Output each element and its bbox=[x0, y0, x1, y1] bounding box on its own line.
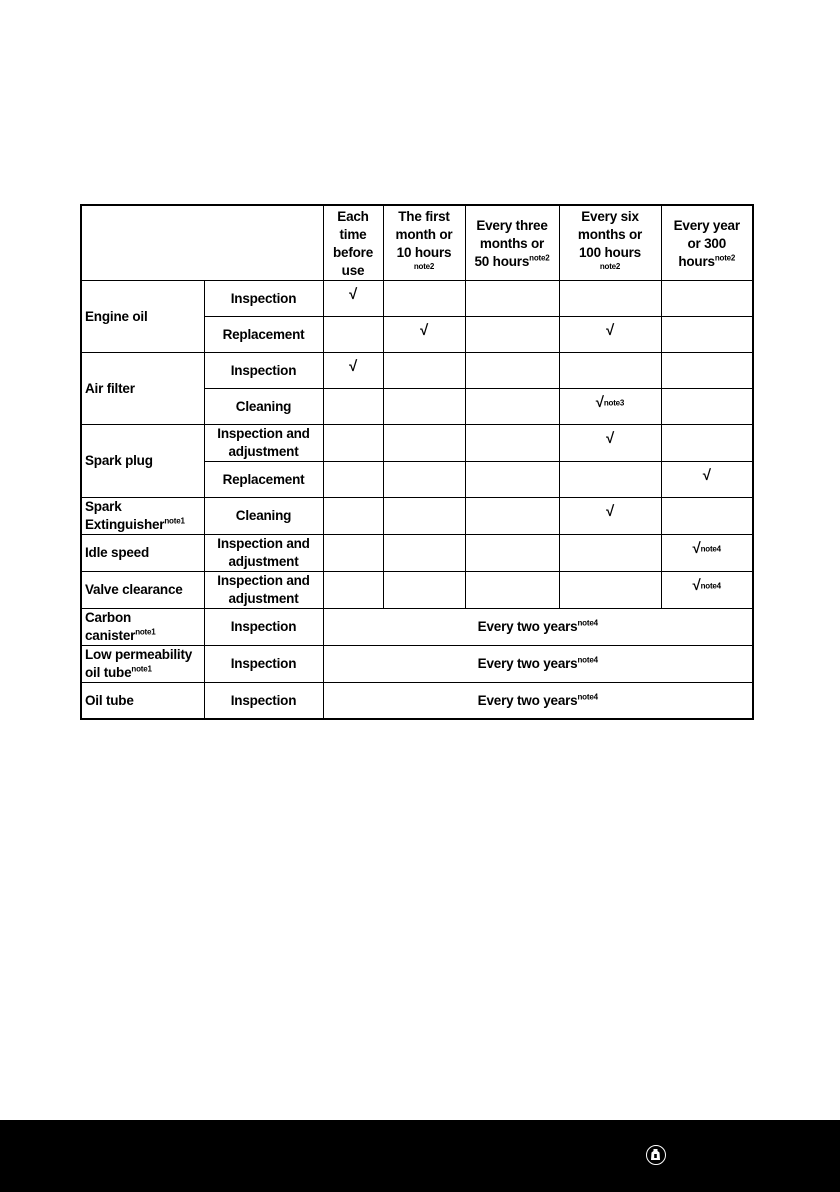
interval-cell bbox=[323, 683, 753, 720]
check-cell bbox=[323, 353, 383, 389]
empty-cell bbox=[465, 425, 559, 462]
empty-cell bbox=[465, 317, 559, 353]
interval-text: Every two years bbox=[477, 619, 578, 634]
header-line: 10 hours bbox=[396, 245, 452, 260]
empty-cell bbox=[323, 572, 383, 609]
empty-cell bbox=[465, 281, 559, 317]
empty-cell bbox=[559, 462, 661, 498]
check-mark: √ bbox=[348, 357, 358, 375]
note-ref: note2 bbox=[599, 262, 621, 271]
item-carbon-canister bbox=[81, 609, 204, 646]
item-line: Extinguisher bbox=[85, 517, 165, 532]
check-mark: √ bbox=[419, 321, 429, 339]
interval-cell bbox=[323, 646, 753, 683]
empty-cell bbox=[323, 498, 383, 535]
action-cell: Replacement bbox=[204, 462, 323, 498]
check-cell bbox=[661, 462, 753, 498]
note-ref: note2 bbox=[413, 262, 435, 271]
action-line: adjustment bbox=[228, 554, 299, 569]
header-first-month bbox=[383, 205, 465, 281]
interval-text: Every two years bbox=[477, 692, 578, 708]
check-cell bbox=[323, 281, 383, 317]
action-line: adjustment bbox=[228, 591, 299, 606]
check-cell bbox=[661, 572, 753, 609]
empty-cell bbox=[383, 498, 465, 535]
action-cell: Inspection bbox=[204, 646, 323, 683]
empty-cell bbox=[661, 498, 753, 535]
action-cell bbox=[204, 535, 323, 572]
check-mark: √ bbox=[605, 321, 615, 339]
empty-cell bbox=[559, 535, 661, 572]
table-row bbox=[81, 646, 753, 683]
empty-cell bbox=[323, 425, 383, 462]
check-mark: √ bbox=[692, 540, 701, 557]
header-line: Each bbox=[337, 209, 369, 224]
header-line: use bbox=[341, 263, 365, 278]
action-cell bbox=[204, 572, 323, 609]
empty-cell bbox=[661, 317, 753, 353]
header-line: 50 hours bbox=[474, 254, 530, 269]
check-cell bbox=[559, 498, 661, 535]
item-idle-speed: Idle speed bbox=[81, 535, 204, 572]
check-cell bbox=[559, 389, 661, 425]
empty-cell bbox=[383, 281, 465, 317]
check-mark: √ bbox=[702, 466, 711, 484]
note-ref: note1 bbox=[135, 627, 156, 637]
check-mark: √ bbox=[605, 503, 615, 520]
note-ref: note2 bbox=[529, 253, 550, 263]
note-ref: note3 bbox=[603, 398, 625, 407]
empty-cell bbox=[465, 572, 559, 609]
empty-cell bbox=[383, 572, 465, 609]
action-cell: Replacement bbox=[204, 317, 323, 353]
empty-cell bbox=[383, 462, 465, 498]
action-line: adjustment bbox=[228, 444, 299, 459]
note-ref: note4 bbox=[577, 655, 598, 665]
empty-cell bbox=[559, 281, 661, 317]
item-line: Low permeability bbox=[85, 647, 193, 662]
header-each-time bbox=[323, 205, 383, 281]
action-line: Inspection and bbox=[217, 426, 310, 441]
item-low-permeability-oil-tube bbox=[81, 646, 204, 683]
item-oil-tube: Oil tube bbox=[81, 683, 204, 720]
action-cell: Inspection bbox=[204, 609, 323, 646]
header-blank-cell bbox=[81, 205, 323, 281]
table-row bbox=[81, 535, 753, 572]
item-line: oil tube bbox=[85, 665, 132, 680]
empty-cell bbox=[465, 498, 559, 535]
item-valve-clearance: Valve clearance bbox=[81, 572, 204, 609]
check-cell bbox=[559, 317, 661, 353]
item-line: Carbon bbox=[85, 610, 132, 625]
item-line: Spark bbox=[85, 499, 122, 514]
header-every-year bbox=[661, 205, 753, 281]
header-line: or 300 bbox=[687, 236, 727, 251]
table-row bbox=[81, 353, 753, 389]
empty-cell bbox=[323, 462, 383, 498]
item-spark-extinguisher bbox=[81, 498, 204, 535]
empty-cell bbox=[661, 389, 753, 425]
header-line: Every three bbox=[476, 218, 548, 233]
action-cell bbox=[204, 425, 323, 462]
empty-cell bbox=[559, 353, 661, 389]
check-mark: √ bbox=[605, 430, 615, 447]
empty-cell bbox=[383, 389, 465, 425]
check-mark: √ bbox=[692, 577, 701, 594]
header-line: month or bbox=[395, 227, 453, 242]
action-cell: Inspection bbox=[204, 683, 323, 720]
maintenance-schedule-table bbox=[80, 204, 754, 720]
header-line: months or bbox=[577, 227, 643, 242]
table-row bbox=[81, 425, 753, 462]
table-row bbox=[81, 572, 753, 609]
header-line: hours bbox=[678, 254, 715, 269]
note-ref: note2 bbox=[714, 253, 736, 263]
table-row bbox=[81, 683, 753, 720]
header-three-months bbox=[465, 205, 559, 281]
empty-cell bbox=[383, 535, 465, 572]
item-engine-oil: Engine oil bbox=[81, 281, 204, 353]
header-row bbox=[81, 205, 753, 281]
check-mark: √ bbox=[595, 393, 604, 411]
action-cell: Cleaning bbox=[204, 498, 323, 535]
check-cell bbox=[559, 425, 661, 462]
note-ref: note4 bbox=[577, 692, 598, 701]
item-spark-plug: Spark plug bbox=[81, 425, 204, 498]
header-line: before bbox=[332, 245, 374, 260]
item-line: canister bbox=[85, 628, 136, 643]
action-cell: Inspection bbox=[204, 281, 323, 317]
empty-cell bbox=[465, 535, 559, 572]
interval-text: Every two years bbox=[477, 656, 578, 671]
brand-logo-icon bbox=[646, 1145, 666, 1165]
page-footer-bar bbox=[0, 1120, 840, 1192]
empty-cell bbox=[661, 353, 753, 389]
action-cell: Cleaning bbox=[204, 389, 323, 425]
header-line: Every six bbox=[581, 209, 639, 224]
note-ref: note4 bbox=[577, 618, 598, 628]
action-line: Inspection and bbox=[217, 536, 310, 551]
empty-cell bbox=[465, 462, 559, 498]
header-line: months or bbox=[479, 236, 545, 251]
check-cell bbox=[661, 535, 753, 572]
table-row bbox=[81, 281, 753, 317]
empty-cell bbox=[465, 389, 559, 425]
note-ref: note4 bbox=[700, 544, 721, 554]
empty-cell bbox=[661, 425, 753, 462]
table-row bbox=[81, 609, 753, 646]
action-line: Inspection and bbox=[217, 573, 310, 588]
empty-cell bbox=[661, 281, 753, 317]
header-six-months bbox=[559, 205, 661, 281]
table-row bbox=[81, 498, 753, 535]
empty-cell bbox=[383, 353, 465, 389]
check-mark: √ bbox=[348, 285, 358, 303]
empty-cell bbox=[323, 535, 383, 572]
empty-cell bbox=[559, 572, 661, 609]
check-cell bbox=[383, 317, 465, 353]
header-line: The first bbox=[398, 209, 450, 224]
header-line: 100 hours bbox=[579, 245, 641, 260]
note-ref: note1 bbox=[164, 516, 185, 526]
empty-cell bbox=[465, 353, 559, 389]
empty-cell bbox=[383, 425, 465, 462]
note-ref: note4 bbox=[700, 581, 721, 591]
interval-cell bbox=[323, 609, 753, 646]
header-line: time bbox=[339, 227, 367, 242]
header-line: Every year bbox=[673, 218, 740, 233]
action-cell: Inspection bbox=[204, 353, 323, 389]
item-air-filter: Air filter bbox=[81, 353, 204, 425]
empty-cell bbox=[323, 317, 383, 353]
note-ref: note1 bbox=[131, 664, 152, 674]
empty-cell bbox=[323, 389, 383, 425]
